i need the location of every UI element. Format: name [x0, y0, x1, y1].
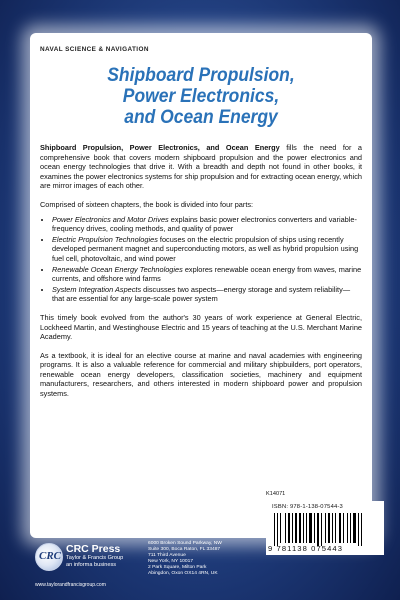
part-desc: focuses on the electric propulsion of ships using recently developed permanent magnet and superconducting motors, as well as hybrid propulsion using fuel cell, photovoltaic, and wind power — [52, 234, 359, 263]
part-desc: explains basic power electronics converters and variable-frequency drives, cooling methods, and quality of power — [52, 214, 357, 234]
list-item — [52, 285, 362, 304]
title-line-2: Power Electronics, — [122, 86, 280, 107]
crc-logo-icon — [35, 543, 63, 571]
title-line-1: Shipboard Propulsion, — [107, 65, 295, 86]
back-cover-panel — [30, 33, 372, 538]
list-item — [52, 265, 362, 284]
origin-paragraph: This timely book evolved from the author's 30 years of work experience at General Electric, Lockheed Martin, and Westinghouse Electric and 15 years of teaching at the U.S. Merchant Marine Academy. — [40, 312, 362, 342]
part-desc: explores renewable ocean energy from waves, marine currents, and offshore wind farms — [52, 264, 362, 284]
publisher-address: 6000 Broken Sound Parkway, NW Suite 300, Boca Raton, FL 33487 711 Third Avenue New York, NY 10017 2 Park Square, Milton Park Abingdon, Oxon OX14 4RN, UK — [148, 541, 222, 576]
part-name: Renewable Ocean Energy Technologies — [52, 264, 183, 274]
part-desc: discusses two aspects—energy storage and system reliability—that are essential for any large-scale power system — [52, 284, 351, 304]
list-item — [52, 215, 362, 234]
textbook-paragraph: As a textbook, it is ideal for an elective course at marine and naval academies with engineering programs. It is also a valuable reference for commercial and military shipbuilders, port operators, renewable ocean energy developers, classification societies, machinery and equipment manufacturers, researchers, and others interested in modern shipboard power and propulsion systems. — [40, 350, 362, 399]
part-name: System Integration Aspects — [52, 284, 142, 294]
barcode — [266, 501, 384, 555]
publisher-website: www.taylorandfrancisgroup.com — [35, 582, 106, 588]
parts-list — [40, 215, 362, 304]
barcode-bars-icon — [274, 513, 376, 543]
isbn-area — [266, 491, 384, 555]
parts-intro: Comprised of sixteen chapters, the book is divided into four parts: — [40, 199, 254, 209]
publisher-footer — [30, 491, 372, 600]
logo-text: CRC — [39, 550, 62, 562]
intro-rest: fills the need for a comprehensive book that covers modern shipboard propulsion and the power electronics and ocean energy technologies that drive it. With a breadth and depth not found in other books, it examines the power electronics systems for ship propulsion and for extracting ocean energy, which are mirror images of each other. — [40, 143, 363, 191]
publisher-informa: an informa business — [66, 562, 117, 568]
book-title — [53, 65, 349, 128]
publisher-group: Taylor & Francis Group — [66, 555, 124, 561]
intro-paragraph — [40, 143, 362, 191]
product-code: K14071 — [266, 491, 286, 497]
publisher-name: CRC Press — [66, 543, 121, 555]
part-name: Power Electronics and Motor Drives — [52, 214, 169, 224]
list-item — [52, 235, 362, 264]
barcode-number: 9 781138 075443 — [268, 544, 344, 553]
series-label: NAVAL SCIENCE & NAVIGATION — [40, 46, 149, 53]
intro-bold-title: Shipboard Propulsion, Power Electronics, and Ocean Energy — [40, 143, 280, 152]
part-name: Electric Propulsion Technologies — [52, 234, 158, 244]
title-line-3: and Ocean Energy — [124, 107, 278, 128]
publisher-brand — [66, 543, 123, 569]
isbn-label: ISBN: 978-1-138-07544-3 — [272, 504, 343, 510]
